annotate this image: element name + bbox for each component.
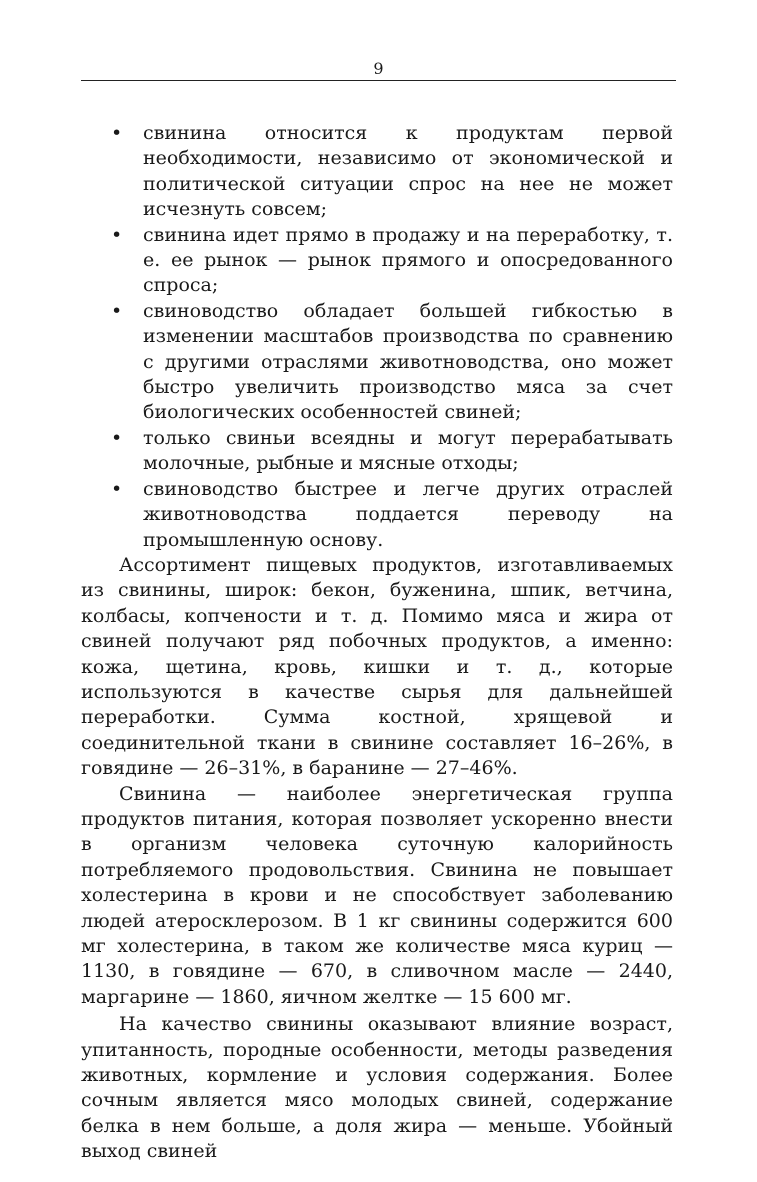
bullet-icon: • (111, 299, 123, 322)
bullet-item (81, 426, 673, 477)
bullet-text: свиноводство обладает большей гибкостью в изменении масштабов производства по сравнению с другими отраслями животноводства, оно может быстро увеличить производство мяса за счет биологических особенностей свиней; (143, 299, 673, 424)
bullet-icon: • (111, 223, 123, 246)
bullet-text: свиноводство быстрее и легче других отраслей животноводства поддается переводу на промышленную основу. (143, 477, 673, 551)
bullet-icon: • (111, 477, 123, 500)
paragraph-quality: На качество свинины оказывают влияние возраст, упитанность, породные особенности, методы разведения животных, кормление и условия содержания. Более сочным является мясо молодых свиней, содержание белка в нем больше, а доля жира — меньше. Убойный выход свиней (81, 1013, 673, 1163)
bullet-text: свинина относится к продуктам первой необходимости, независимо от экономической и политической ситуации спрос на нее не может исчезнуть совсем; (143, 122, 673, 221)
page-body (81, 121, 673, 1165)
paragraph-assortment: Ассортимент пищевых продуктов, изготавливаемых из свинины, широк: бекон, буженина, шпик, ветчина, колбасы, копчености и т. д. Помимо мяса и жира от свиней получают ряд побочных продуктов, а именно: кожа, щетина, кровь, кишки и т. д., которые используются в качестве сырья для дальнейшей переработки. Сумма костной, хрящевой и соединительной ткани в свинине составляет 16–26%, в говядине — 26–31%, в баранине — 27–46%. (81, 553, 673, 780)
bullet-text: только свиньи всеядны и могут перерабатывать молочные, рыбные и мясные отходы; (143, 426, 673, 475)
bullet-item (81, 477, 673, 553)
bullet-text: свинина идет прямо в продажу и на переработку, т. е. ее рынок — рынок прямого и опосредованного спроса; (143, 223, 673, 297)
bullet-icon: • (111, 122, 123, 144)
bullet-item (81, 121, 673, 223)
bullet-item (81, 223, 673, 299)
page-number: 9 (373, 59, 384, 78)
bullet-list (81, 121, 673, 553)
bullet-icon: • (111, 426, 123, 449)
bullet-item (81, 299, 673, 426)
paragraph-energy: Свинина — наиболее энергетическая группа продуктов питания, которая позволяет ускоренно внести в организм человека суточную калорийность потребляемого продовольствия. Свинина не повышает холестерина в крови и не способствует заболеванию людей атеросклерозом. В 1 кг свинины содержится 600 мг холестерина, в таком же количестве мяса куриц — 1130, в говядине — 670, в сливочном масле — 2440, маргарине — 1860, яичном желтке — 15 600 мг. (81, 782, 673, 1008)
header-rule (81, 80, 676, 81)
